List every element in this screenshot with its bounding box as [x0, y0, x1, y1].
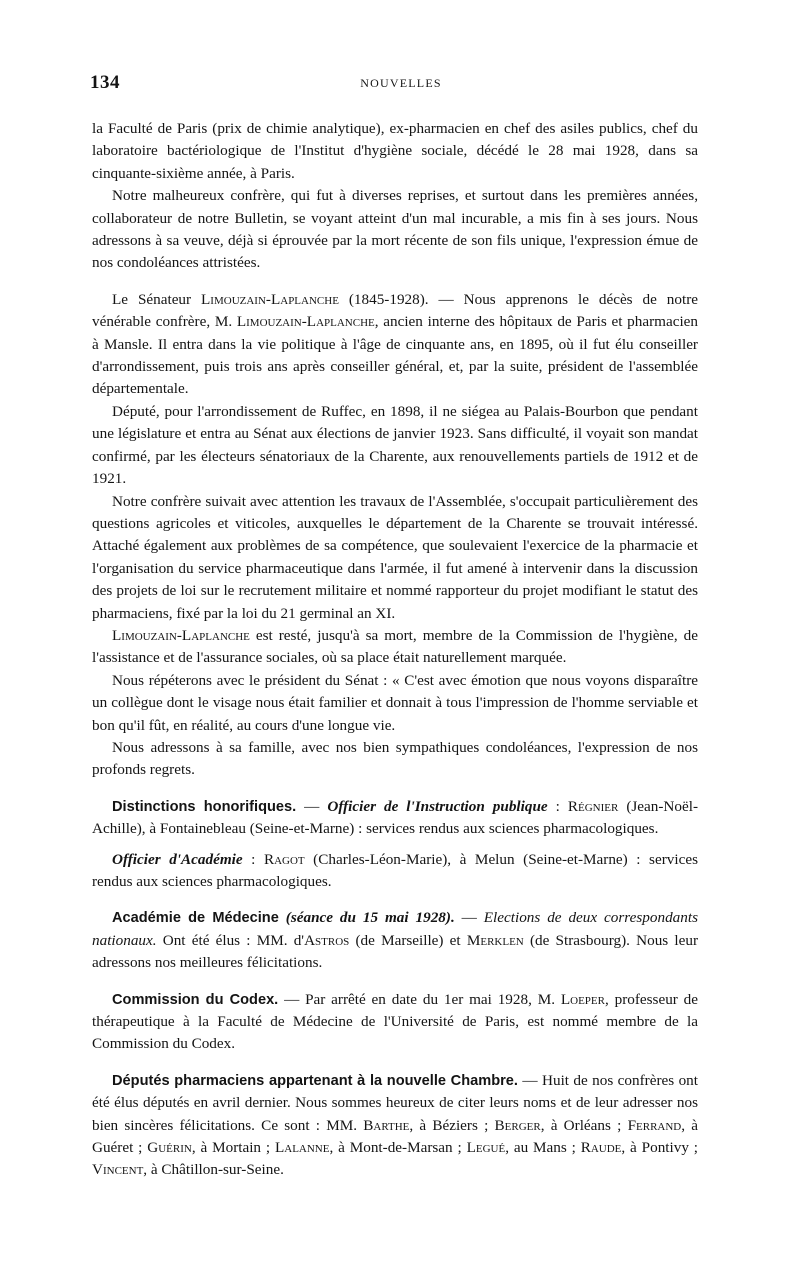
paragraph: Notre malheureux confrère, qui fut à diverses reprises, et surtout dans les premières années, collaborateur de notre Bulletin, se voyant atteint d'un mal incurable, a mis fin à ses jours. Nous adressons à sa veuve, déjà si éprouvée par la mort récente de son fils unique, l'expression émue de nos condoléances attristées. — [92, 187, 698, 272]
paragraph: Député, pour l'arrondissement de Ruffec, en 1898, il ne siégea au Palais-Bourbon que pendant une législature et entra au Sénat aux élections de janvier 1923. Sans difficulté, il voyait son mandat confirmé, par les électeurs sénatoriaux de la Charente, aux renouvellements partiels de 1912 et de 1921. — [92, 402, 698, 488]
text-run: — Huit de nos confrères ont été élus députés en avril dernier. Nous sommes heureux de citer leurs noms et de leur adresser nos bien sincères félicitations. Ce sont : MM. — [92, 1071, 698, 1134]
person-name: Ragot — [263, 850, 305, 868]
text-run: (de Strasbourg). Nous leur adressons nos meilleures félicitations. — [92, 931, 699, 972]
paragraph: Notre confrère suivait avec attention les travaux de l'Assemblée, s'occupait particulièrement des questions agricoles et viticoles, auxquelles le département de la Charente se trouvait intéressé. Attaché également aux problèmes de sa compétence, que soulevaient l'exercice de la pharmacie et l'organisation du service pharmaceutique dans l'armée, il fut amené à intervenir dans la discussion des projets de loi sur le recrutement militaire et nommé rapporteur du projet modifiant le statut des pharmaciens, fixé par la loi du 21 germinal an XI. — [92, 492, 698, 622]
paragraph: la Faculté de Paris (prix de chimie analytique), ex-pharmacien en chef des asiles publics, chef du laboratoire bactériologique de l'Institut d'hygiène sociale, décédé le 28 mai 1928, dans sa cinquante-sixième année, à Paris. — [92, 120, 698, 182]
person-name: Legué — [466, 1139, 506, 1157]
text-run: — Par arrêté en date du 1er mai 1928, M. — [278, 990, 561, 1008]
person-name: Guérin — [147, 1139, 192, 1157]
spacer — [92, 841, 698, 849]
text-run: , à Châtillon-sur-Seine. — [143, 1161, 284, 1179]
person-name: Berger — [494, 1116, 541, 1134]
text-run: , au Mans ; — [505, 1139, 581, 1157]
person-name: Limouzain-Laplanche — [236, 313, 375, 331]
opening: Le Sénateur — [112, 290, 192, 308]
text-run: , à Béziers ; — [409, 1116, 495, 1134]
paragraph: Nous adressons à sa famille, avec nos bien sympathiques condoléances, l'expression de nos profonds regrets. — [92, 738, 698, 779]
distinction-title: Officier de l'Instruction publique — [327, 797, 548, 815]
paragraph: Nous répéterons avec le président du Sénat : « C'est avec émotion que nous voyons disparaître un collègue dont le visage nous était familier et donnait à tous l'impression de l'homme serviable et bon qu'il fût, en réalité, au cours d'une longue vie. — [92, 671, 698, 734]
text-run: : — [242, 850, 264, 868]
person-name: Ferrand — [627, 1116, 682, 1134]
paragraph — [92, 989, 698, 1056]
person-name: Lalanne — [274, 1139, 330, 1157]
text-run: , à Mortain ; — [191, 1139, 275, 1157]
text-run: (1845-1928). — Nous apprenons le décès de notre vénérable confrère, M. — [92, 290, 699, 331]
text-run: , professeur de thérapeutique à la Faculté de Médecine de l'Université de Paris, est nommé membre de la Commission du Codex. — [92, 990, 699, 1053]
text-run: (Jean-Noël-Achille), à Fontainebleau (Seine-et-Marne) : services rendus aux sciences pharmacologiques. — [92, 797, 698, 838]
paragraph — [92, 1070, 698, 1182]
spacer — [92, 275, 698, 289]
spacer — [92, 893, 698, 907]
spacer — [92, 975, 698, 989]
topic: Elections de deux correspondants nationaux. — [92, 909, 698, 949]
person-name: Loeper — [560, 990, 605, 1008]
page-header — [90, 72, 712, 98]
text-run: , à Mont-de-Marsan ; — [329, 1139, 467, 1157]
article-body — [92, 118, 698, 1182]
text-run: est resté, jusqu'à sa mort, membre de la Commission de l'hygiène, de l'assistance et de l'assurance sociales, où sa place était naturellement marquée. — [92, 626, 698, 667]
text-run: , à Guéret ; — [92, 1116, 698, 1157]
section-heading: Députés pharmaciens appartenant à la nouvelle Chambre. — [112, 1072, 518, 1089]
text-run: , à Orléans ; — [540, 1116, 628, 1134]
section-heading: Commission du Codex. — [112, 991, 279, 1008]
text-run: — — [454, 909, 484, 927]
distinction-title: Officier d'Académie — [112, 850, 243, 868]
text-run: (Charles-Léon-Marie), à Melun (Seine-et-Marne) : services rendus aux sciences pharmacologiques. — [92, 850, 698, 890]
text-run: (de Marseille) et — [349, 931, 467, 949]
person-name: Régnier — [567, 797, 619, 815]
spacer — [92, 1056, 698, 1070]
person-name: Astros — [304, 931, 350, 949]
text-run: , ancien interne des hôpitaux de Paris et pharmacien à Mansle. Il entra dans la vie politique à l'âge de cinquante ans, en 1895, où il fut élu conseiller d'arrondissement, puis trois ans après conseiller général, et, par la suite, président de l'assemblée départementale. — [92, 313, 698, 398]
page-number: 134 — [90, 72, 120, 93]
text-run: , à Pontivy ; — [621, 1139, 698, 1157]
running-title: NOUVELLES — [360, 76, 442, 90]
section-heading: Académie de Médecine — [112, 910, 279, 927]
paragraph — [92, 625, 698, 670]
person-name: Merklen — [466, 931, 524, 949]
text-run: : — [547, 797, 568, 815]
spacer — [92, 782, 698, 796]
person-name: Limouzain-Laplanche — [201, 290, 339, 308]
text-run: — — [296, 797, 328, 815]
paragraph — [92, 289, 698, 401]
paragraph — [92, 849, 698, 894]
person-name: Barthe — [363, 1116, 410, 1134]
session-date: (séance du 15 mai 1928). — [285, 909, 455, 927]
section-heading: Distinctions honorifiques. — [112, 798, 297, 815]
person-name: Raude — [580, 1139, 622, 1157]
paragraph — [92, 796, 698, 841]
text-run: Ont été élus : MM. d' — [156, 931, 305, 949]
paragraph — [92, 907, 698, 974]
person-name: Limouzain-Laplanche — [112, 626, 250, 644]
person-name: Vincent — [92, 1161, 144, 1179]
